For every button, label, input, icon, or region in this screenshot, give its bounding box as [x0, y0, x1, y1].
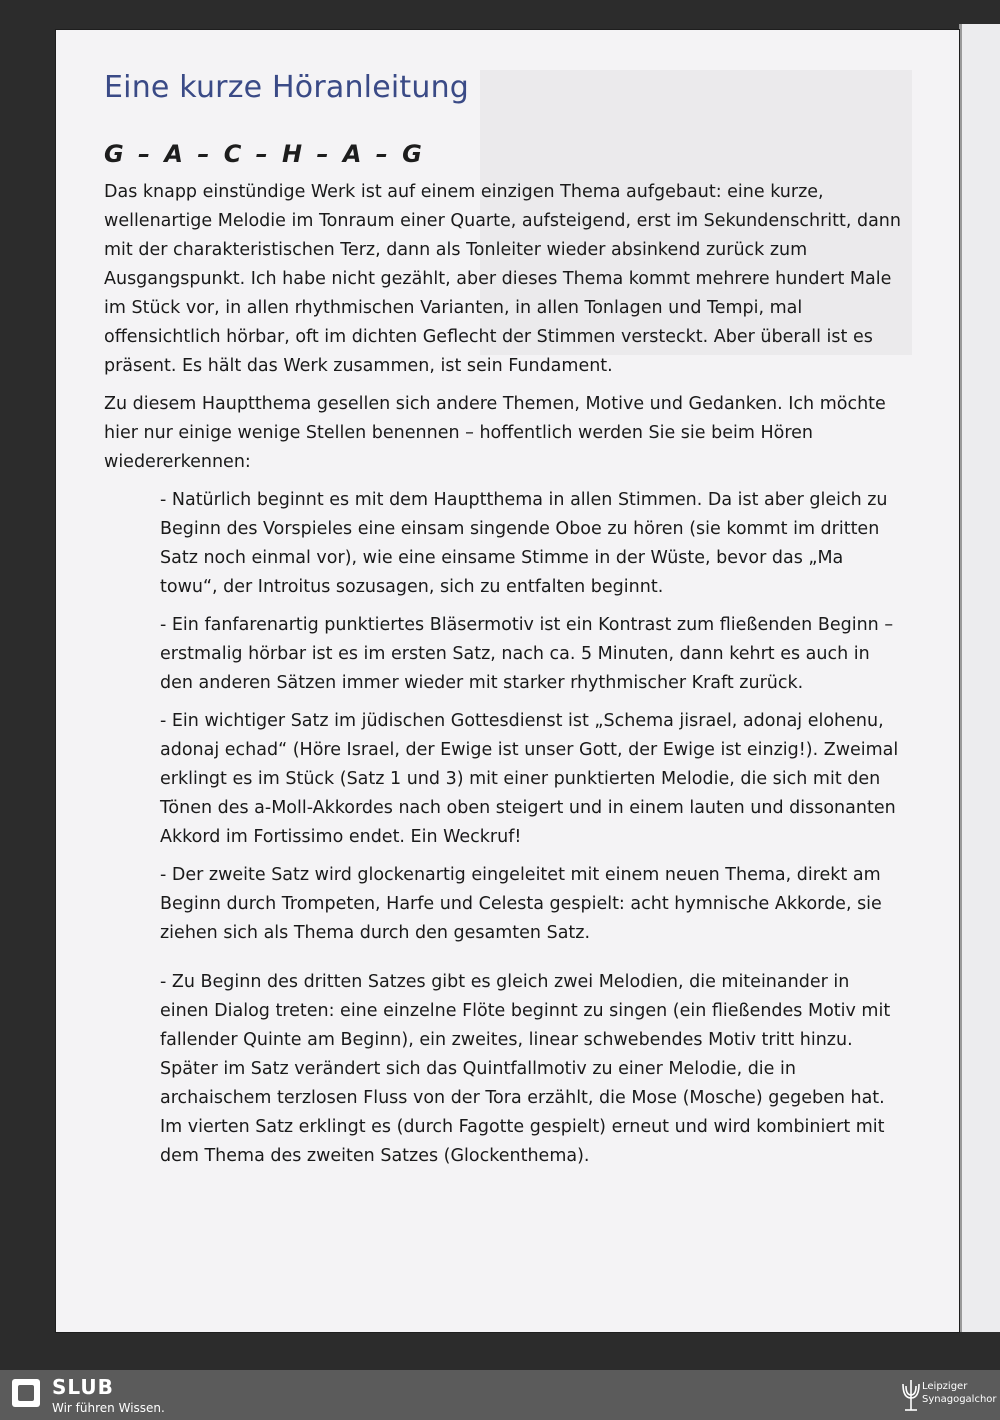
choir-line-1: Leipziger [922, 1381, 968, 1392]
choir-name [922, 1380, 997, 1406]
next-page-edge [962, 24, 1000, 1332]
library-name: SLUB [52, 1375, 114, 1399]
menorah-icon [900, 1376, 922, 1414]
paragraph: Das knapp einstündige Werk ist auf einem einzigen Thema aufgebaut: eine kurze, wellenartige Melodie im Tonraum einer Quarte, aufsteigend, erst im Sekundenschritt, dann mit der charakteristischen Terz, dann als Tonleiter wieder absinkend zurück zum Ausgangspunkt. Ich habe nicht gezählt, aber dieses Thema kommt mehrere hundert Male im Stück vor, in allen rhythmischen Varianten, in allen Tonlagen und Tempi, mal offensichtlich hörbar, oft im dichten Geflecht der Stimmen versteckt. Aber überall ist es präsent. Es hält das Werk zusammen, ist sein Fundament. [104, 182, 901, 376]
list-item: - Der zweite Satz wird glockenartig eingeleitet mit einem neuen Thema, direkt am Beginn durch Trompeten, Harfe und Celesta gespielt: acht hymnische Akkorde, sie ziehen sich als Thema durch den gesamten Satz. [160, 865, 882, 943]
choir-line-2: Synagogalchor [922, 1394, 997, 1405]
body-text [104, 178, 904, 1180]
library-tagline: Wir führen Wissen. [52, 1401, 165, 1415]
paragraph: Zu diesem Hauptthema gesellen sich andere Themen, Motive und Gedanken. Ich möchte hier nur einige wenige Stellen benennen – hoffentlich werden Sie sie beim Hören wiedererkennen: [104, 394, 886, 472]
list-item: - Ein wichtiger Satz im jüdischen Gottesdienst ist „Schema jisrael, adonaj elohenu, adonaj echad“ (Höre Israel, der Ewige ist unser Gott, der Ewige ist einzig!). Zweimal erklingt es im Stück (Satz 1 und 3) mit einer punktierten Melodie, die sich mit den Tönen des a-Moll-Akkordes nach oben steigert und in einem lauten und dissonanten Akkord im Fortissimo endet. Ein Weckruf! [160, 711, 899, 847]
page-title: Eine kurze Höranleitung [104, 70, 470, 105]
page-gutter [959, 24, 962, 1332]
motif-heading: G – A – C – H – A – G [104, 140, 425, 168]
list-item: - Zu Beginn des dritten Satzes gibt es gleich zwei Melodien, die miteinander in einen Dialog treten: eine einzelne Flöte beginnt zu singen (ein fließendes Motiv mit fallender Quinte am Beginn), ein zweites, linear schwebendes Motiv tritt hinzu. Später im Satz verändert sich das Quintfallmotiv zu einer Melodie, die in archaischem terzlosen Fluss von der Tora erzählt, die Mose (Mosche) gegeben hat. Im vierten Satz erklingt es (durch Fagotte gespielt) erneut und wird kombiniert mit dem Thema des zweiten Satzes (Glockenthema). [160, 972, 891, 1166]
footer-bar [0, 1370, 1000, 1420]
slub-logo-icon [12, 1379, 40, 1407]
list-item: - Ein fanfarenartig punktiertes Bläsermotiv ist ein Kontrast zum fließenden Beginn – erstmalig hörbar ist es im ersten Satz, nach ca. 5 Minuten, dann kehrt es auch in den anderen Sätzen immer wieder mit starker rhythmischer Kraft zurück. [160, 615, 894, 693]
list-item: - Natürlich beginnt es mit dem Hauptthema in allen Stimmen. Da ist aber gleich zu Beginn des Vorspieles eine einsam singende Oboe zu hören (sie kommt im dritten Satz noch einmal vor), wie eine einsame Stimme in der Wüste, bevor das „Ma towu“, der Introitus sozusagen, sich zu entfalten beginnt. [160, 490, 888, 597]
